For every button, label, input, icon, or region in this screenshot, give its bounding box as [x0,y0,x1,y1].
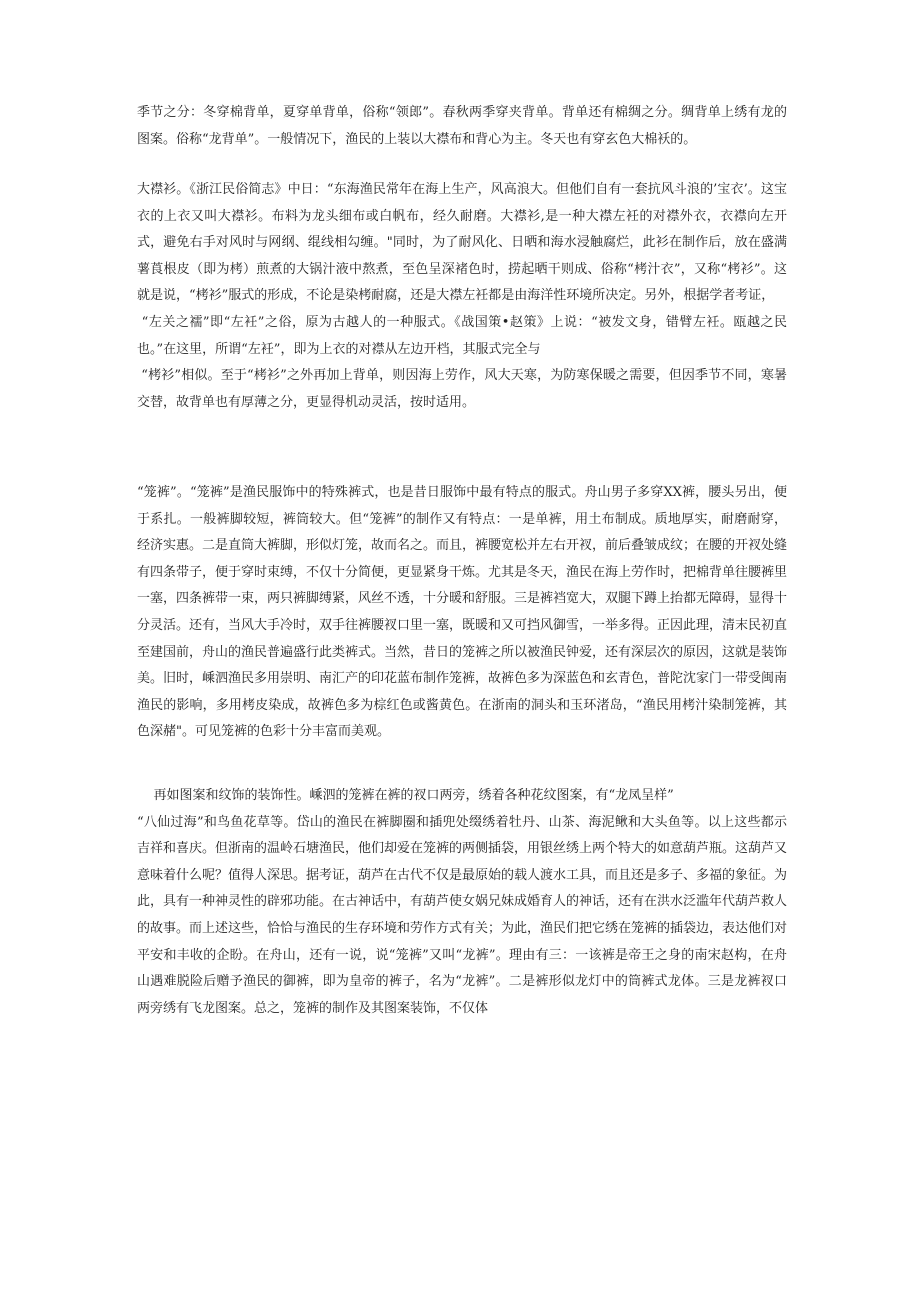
paragraph-dajin-shirt: 大襟衫。《浙江民俗简志》中日：“东海渔民常年在海上生产，风高浪大。但他们自有一套抗风斗浪的’宝衣’。这宝衣的上衣又叫大襟衫。布料为龙头细布或白帆布，经久耐磨。大襟衫,是一种大襟左衽的对襟外衣，衣襟向左开式，避免右手对风时与网纲、绲线相勾缠。"同时，为了耐风化、日晒和海水浸触腐烂，此衫在制作后，放在盛满薯莨根皮（即为栲）煎煮的大锅汁液中熬煮，至色呈深褚色时，捞起晒干则成、俗称“栲汁衣”，又称“栲衫”。这就是说，“栲衫”服式的形成，不论是染栲耐腐，还是大襟左衽都是由海洋性环境所决定。另外，根据学者考证， “左关之襦”即“左衽”之俗，原为古越人的一种服式。《战国策•赵策》上说：“被发文身，错臂左衽。瓯越之民也。”在这里，所谓“左衽”，即为上衣的对襟从左边开档，其服式完全与 “栲衫”相似。至于“栲衫”之外再加上背单，则因海上劳作，风大天寒，为防寒保暖之需要，但因季节不同，寒暑交替，故背单也有厚薄之分，更显得机动灵活，按时适用。 [137,182,787,410]
paragraph-decoration: 再如图案和纹饰的装饰性。嵊泗的笼裤在裤的衩口两旁，绣着各种花纹图案，有“龙凤呈样” “八仙过海”和鸟鱼花草等。岱山的渔民在裤脚圈和插兜处缀绣着牡丹、山茶、海泥鳅和大头鱼等。以上这些都示吉祥和喜庆。但浙南的温岭石塘渔民，他们却爱在笼裤的两侧插袋，用银丝绣上两个特大的如意葫芦瓶。这葫芦又意味着什么呢？值得人深思。据考证，葫芦在古代不仅是最原始的载人渡水工具，而且还是多子、多福的象征。为此，具有一种神灵性的辟邪功能。在古神话中，有葫芦使女娲兄妹成婚育人的神话，还有在洪水泛滥年代葫芦救人的故事。而上述这些，恰恰与渔民的生存环境和劳作方式有关；为此，渔民们把它绣在笼裤的插袋边，表达他们对平安和丰收的企盼。在舟山，还有一说，说“笼裤”又叫“龙裤”。理由有三：一该裤是帝王之身的南宋赵构，在舟山遇难脱险后赠予渔民的御裤，即为皇帝的裤子，名为“龙裤”。二是裤形似龙灯中的筒裤式龙体。三是龙裤衩口两旁绣有飞龙图案。总之，笼裤的制作及其图案装饰，不仅体 [137,788,788,1016]
paragraph-back-vest: 季节之分：冬穿棉背单，夏穿单背单，俗称“领郎”。春秋两季穿夹背单。背单还有棉绸之分。绸背单上绣有龙的图案。俗称“龙背单”。一般情况下，渔民的上装以大襟布和背心为主。冬天也有穿玄色大棉袄的。 [137,105,787,147]
paragraph-long-trousers: “笼裤”。“笼裤”是渔民服饰中的特殊裤式，也是昔日服饰中最有特点的服式。舟山男子多穿XX裤，腰头另出，便于系扎。一般裤脚较短，裤筒较大。但“笼裤”的制作又有特点：一是单裤，用土布制成。质地厚实，耐磨耐穿，经济实惠。二是直筒大裤脚，形似灯笼，故而名之。而且，裤腰宽松并左右开衩，前后叠皱成纹；在腰的开衩处缝有四条带子，便于穿时束缚，不仅十分简便，更显紧身干炼。尤其是冬天，渔民在海上劳作时，把棉背单往腰裤里一塞，四条裤带一束，两只裤脚缚紧，风丝不透，十分暖和舒服。三是裤裆宽大，双腿下蹲上抬都无障碍，显得十分灵活。还有，当风大手冷时，双手往裤腰衩口里一塞，既暖和又可挡风御雪，一举多得。正因此理，清末民初直至建国前，舟山的渔民普遍盛行此类裤式。当然，昔日的笼裤之所以被渔民钟爱，还有深层次的原因，这就是装饰美。旧时，嵊泗渔民多用崇明、南汇产的印花蓝布制作笼裤，故裤色多为深蓝色和玄青色，普陀沈家门一带受闽南渔民的影响，多用栲皮染成，故裤色多为棕红色或酱黄色。在浙南的洞头和玉环渚岛，“渔民用栲汁染制笼裤，其色深赭"。可见笼裤的色彩十分丰富而美观。 [137,485,788,740]
